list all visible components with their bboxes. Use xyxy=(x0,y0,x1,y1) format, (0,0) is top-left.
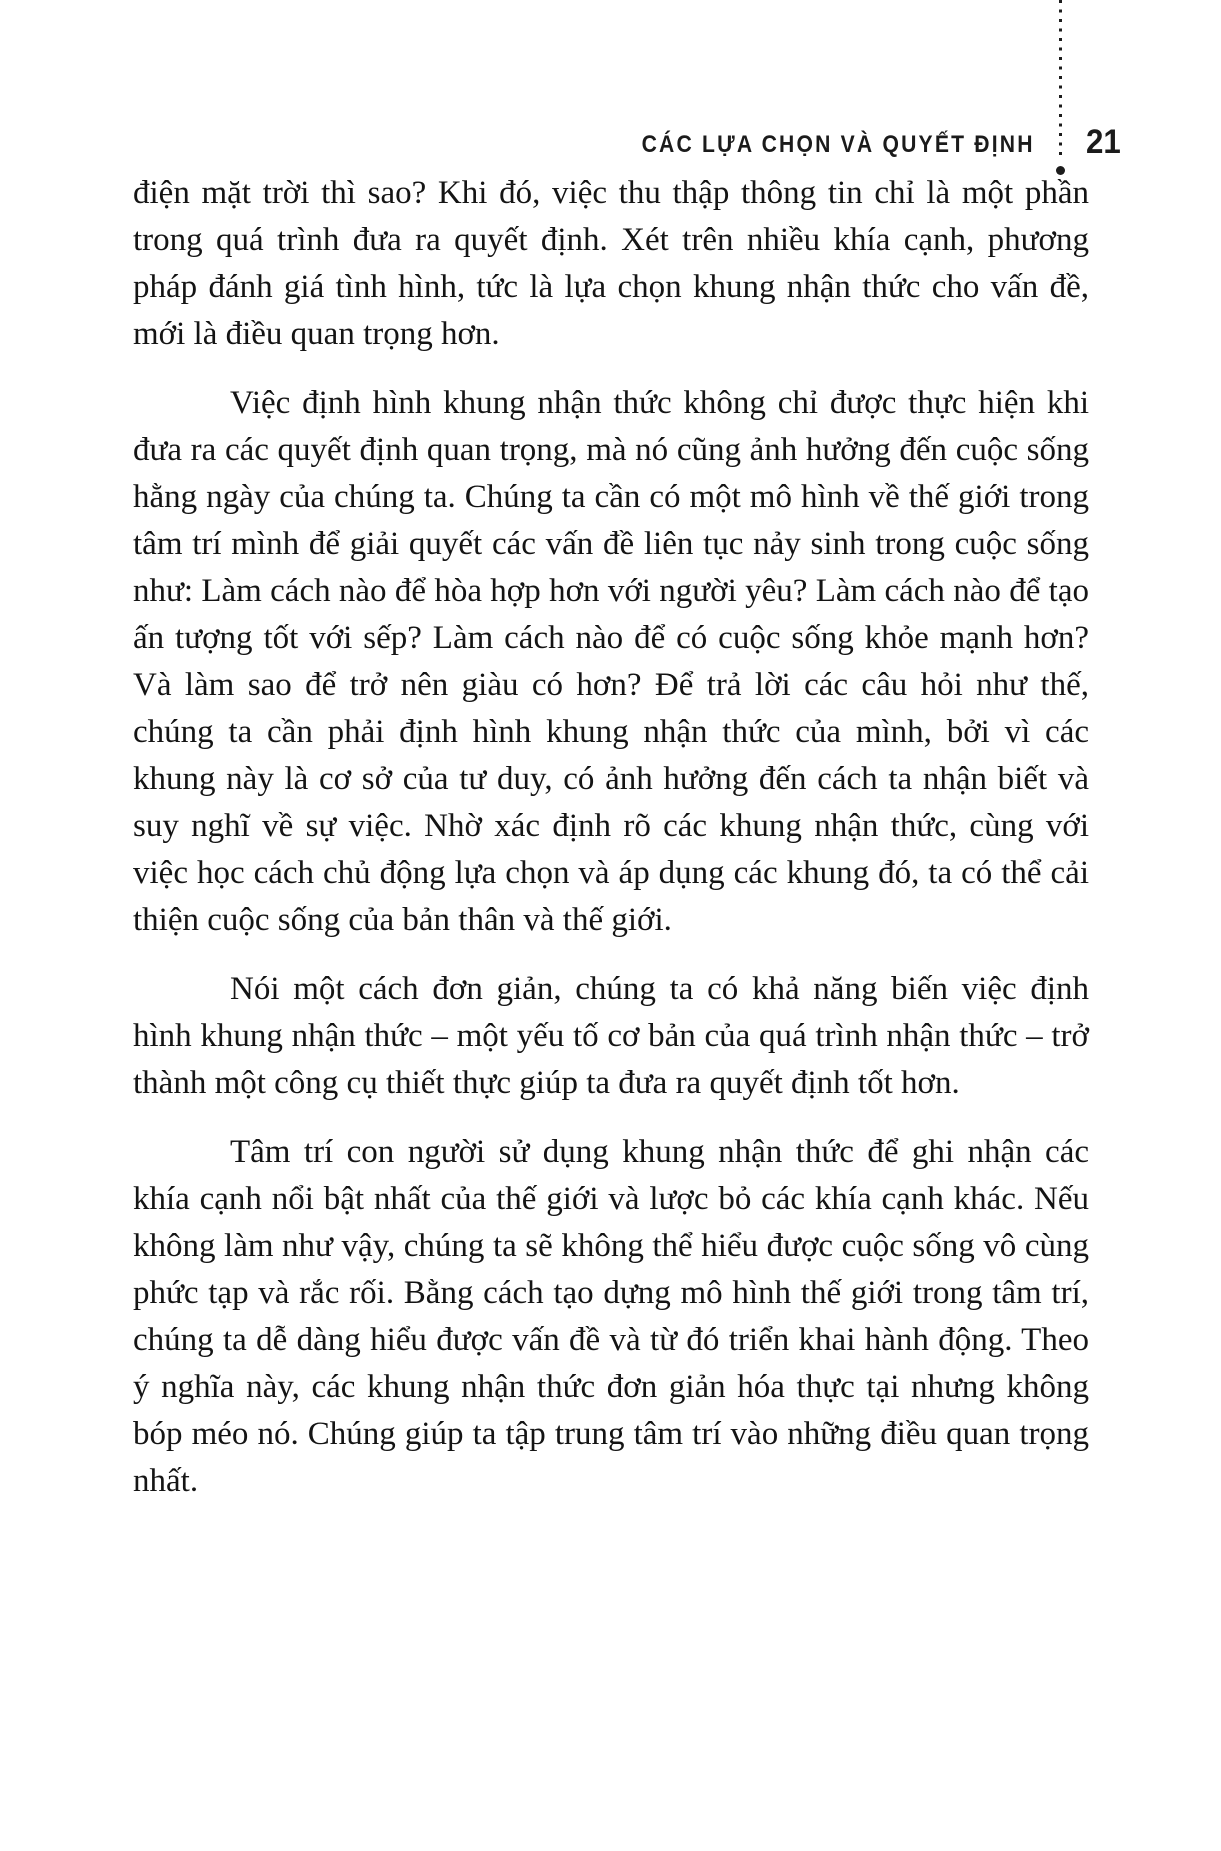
running-header-title: CÁC LỰA CHỌN VÀ QUYẾT ĐỊNH xyxy=(641,131,1035,158)
paragraph: điện mặt trời thì sao? Khi đó, việc thu thập thông tin chỉ là một phần trong quá trình đưa ra quyết định. Xét trên nhiều khía cạnh, phương pháp đánh giá tình hình, tức là lựa chọn khung nhận thức cho vấn đề, mới là điều quan trọng hơn. xyxy=(133,175,1089,352)
page-body xyxy=(133,170,1089,1505)
header-dotted-rule xyxy=(1059,0,1062,160)
paragraph: Nói một cách đơn giản, chúng ta có khả năng biến việc định hình khung nhận thức – một yếu tố cơ bản của quá trình nhận thức – trở thành một công cụ thiết thực giúp ta đưa ra quyết định tốt hơn. xyxy=(133,971,1089,1101)
paragraph: Tâm trí con người sử dụng khung nhận thức để ghi nhận các khía cạnh nổi bật nhất của thế giới và lược bỏ các khía cạnh khác. Nếu không làm như vậy, chúng ta sẽ không thể hiểu được cuộc sống vô cùng phức tạp và rắc rối. Bằng cách tạo dựng mô hình thế giới trong tâm trí, chúng ta dễ dàng hiểu được vấn đề và từ đó triển khai hành động. Theo ý nghĩa này, các khung nhận thức đơn giản hóa thực tại nhưng không bóp méo nó. Chúng giúp ta tập trung tâm trí vào những điều quan trọng nhất. xyxy=(133,1134,1089,1499)
paragraph: Việc định hình khung nhận thức không chỉ được thực hiện khi đưa ra các quyết định quan trọng, mà nó cũng ảnh hưởng đến cuộc sống hằng ngày của chúng ta. Chúng ta cần có một mô hình về thế giới trong tâm trí mình để giải quyết các vấn đề liên tục nảy sinh trong cuộc sống như: Làm cách nào để hòa hợp hơn với người yêu? Làm cách nào để tạo ấn tượng tốt với sếp? Làm cách nào để có cuộc sống khỏe mạnh hơn? Và làm sao để trở nên giàu có hơn? Để trả lời các câu hỏi như thế, chúng ta cần phải định hình khung nhận thức của mình, bởi vì các khung này là cơ sở của tư duy, có ảnh hưởng đến cách ta nhận biết và suy nghĩ về sự việc. Nhờ xác định rõ các khung nhận thức, cùng với việc học cách chủ động lựa chọn và áp dụng các khung đó, ta có thể cải thiện cuộc sống của bản thân và thế giới. xyxy=(133,385,1089,938)
page-number: 21 xyxy=(1086,123,1121,161)
